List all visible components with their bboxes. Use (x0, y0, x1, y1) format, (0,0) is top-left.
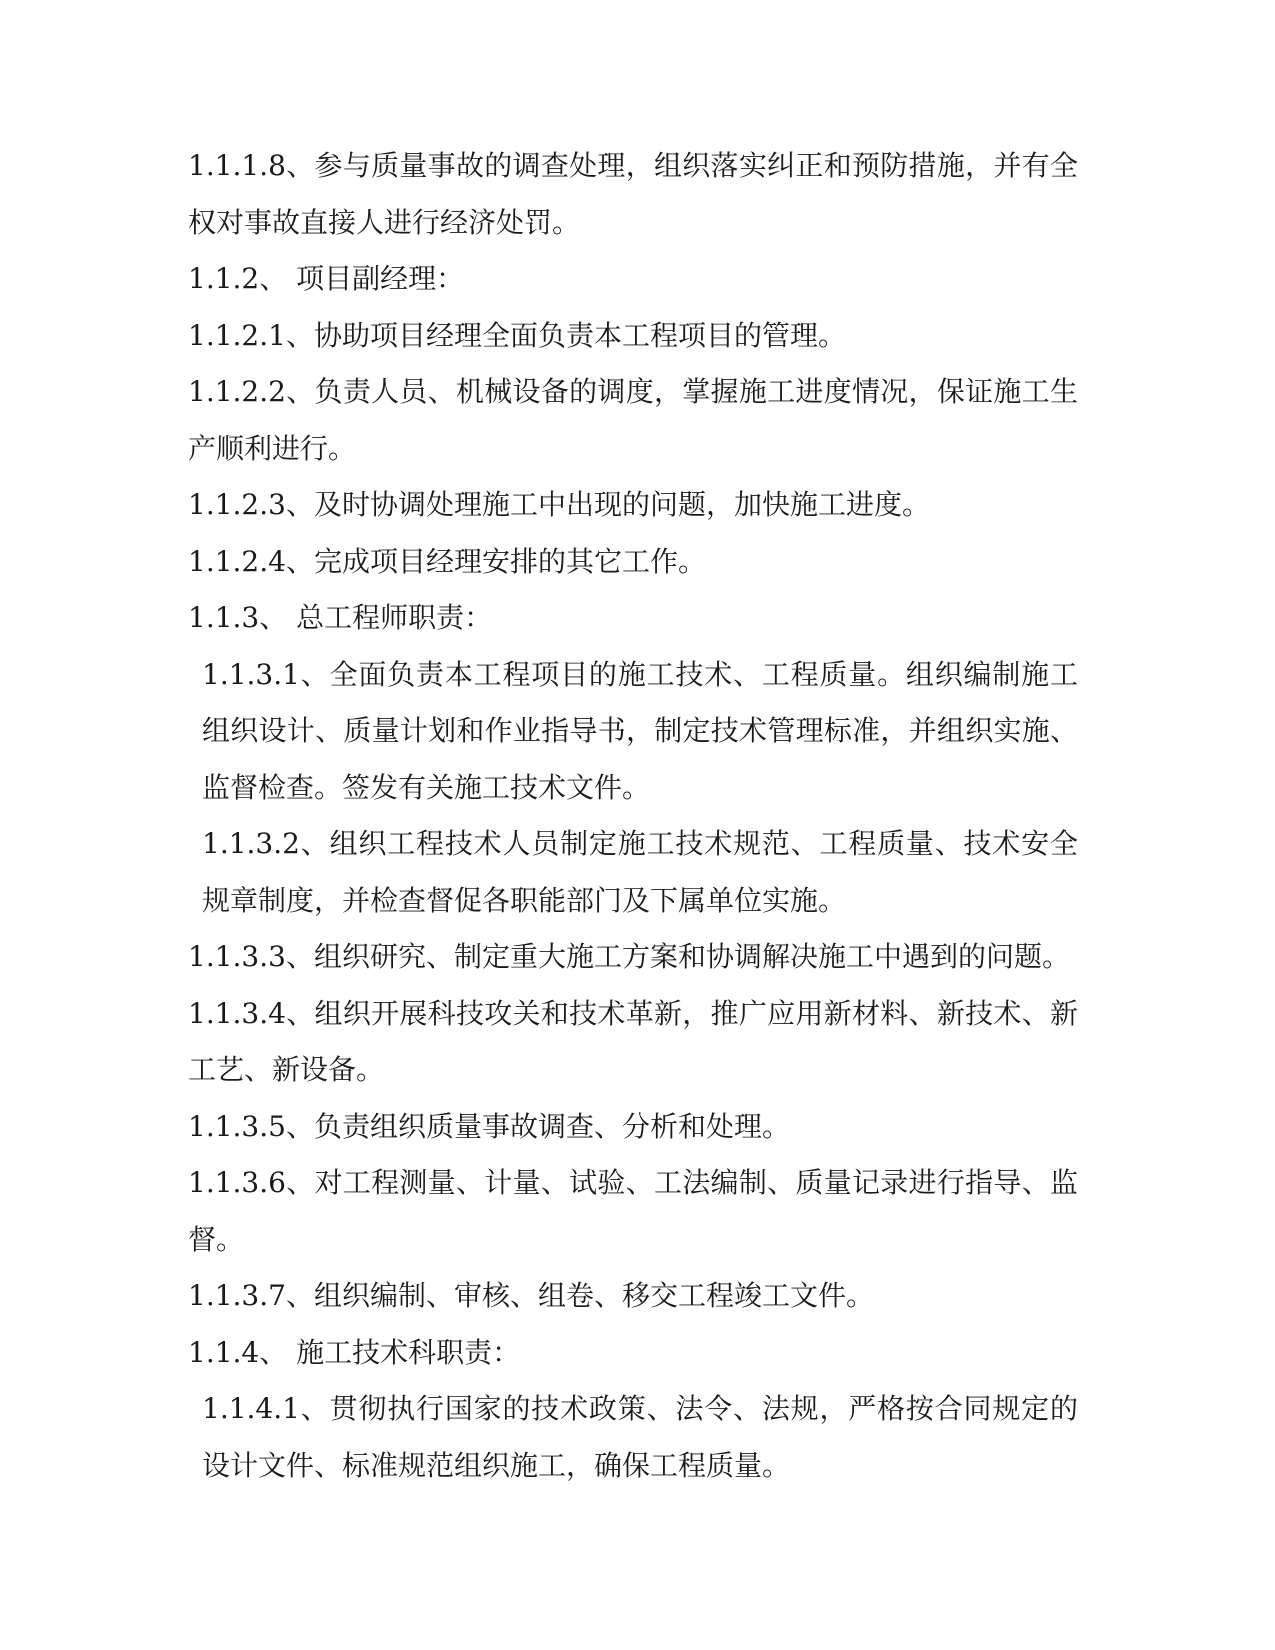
paragraph-1-1-3-3: 1.1.3.3、组织研究、制定重大施工方案和协调解决施工中遇到的问题。 (188, 940, 1070, 973)
heading-1-1-2: 1.1.2、 项目副经理： (188, 262, 465, 295)
paragraph-1-1-2-3: 1.1.2.3、及时协调处理施工中出现的问题，加快施工进度。 (188, 488, 930, 521)
paragraph-1-1-4-1: 1.1.4.1、贯彻执行国家的技术政策、法令、法规，严格按合同规定的设计文件、标准规范组织施工，确保工程质量。 (202, 1392, 1078, 1482)
paragraph-1-1-3-6: 1.1.3.6、对工程测量、计量、试验、工法编制、质量记录进行指导、监督。 (188, 1166, 1078, 1256)
heading-1-1-4: 1.1.4、 施工技术科职责： (188, 1335, 521, 1369)
heading-1-1-3: 1.1.3、 总工程师职责： (188, 601, 493, 634)
paragraph-1-1-3-1: 1.1.3.1、全面负责本工程项目的施工技术、工程质量。组织编制施工组织设计、质量计划和作业指导书，制定技术管理标准，并组织实施、监督检查。签发有关施工技术文件。 (202, 657, 1078, 804)
paragraph-1-1-2-1: 1.1.2.1、协助项目经理全面负责本工程项目的管理。 (188, 318, 846, 352)
document-body (188, 138, 1078, 1494)
paragraph-1-1-3-5: 1.1.3.5、负责组织质量事故调查、分析和处理。 (188, 1109, 790, 1143)
paragraph-1-1-2-4: 1.1.2.4、完成项目经理安排的其它工作。 (188, 544, 706, 578)
paragraph-1-1-2-2: 1.1.2.2、负责人员、机械设备的调度，掌握施工进度情况，保证施工生产顺利进行。 (188, 375, 1078, 465)
paragraph-1-1-1-8: 1.1.1.8、参与质量事故的调查处理，组织落实纠正和预防措施，并有全权对事故直接人进行经济处罚。 (188, 149, 1078, 239)
paragraph-1-1-3-4: 1.1.3.4、组织开展科技攻关和技术革新，推广应用新材料、新技术、新工艺、新设备。 (188, 996, 1078, 1086)
paragraph-1-1-3-2: 1.1.3.2、组织工程技术人员制定施工技术规范、工程质量、技术安全规章制度，并检查督促各职能部门及下属单位实施。 (202, 827, 1078, 917)
paragraph-1-1-3-7: 1.1.3.7、组织编制、审核、组卷、移交工程竣工文件。 (188, 1279, 874, 1312)
